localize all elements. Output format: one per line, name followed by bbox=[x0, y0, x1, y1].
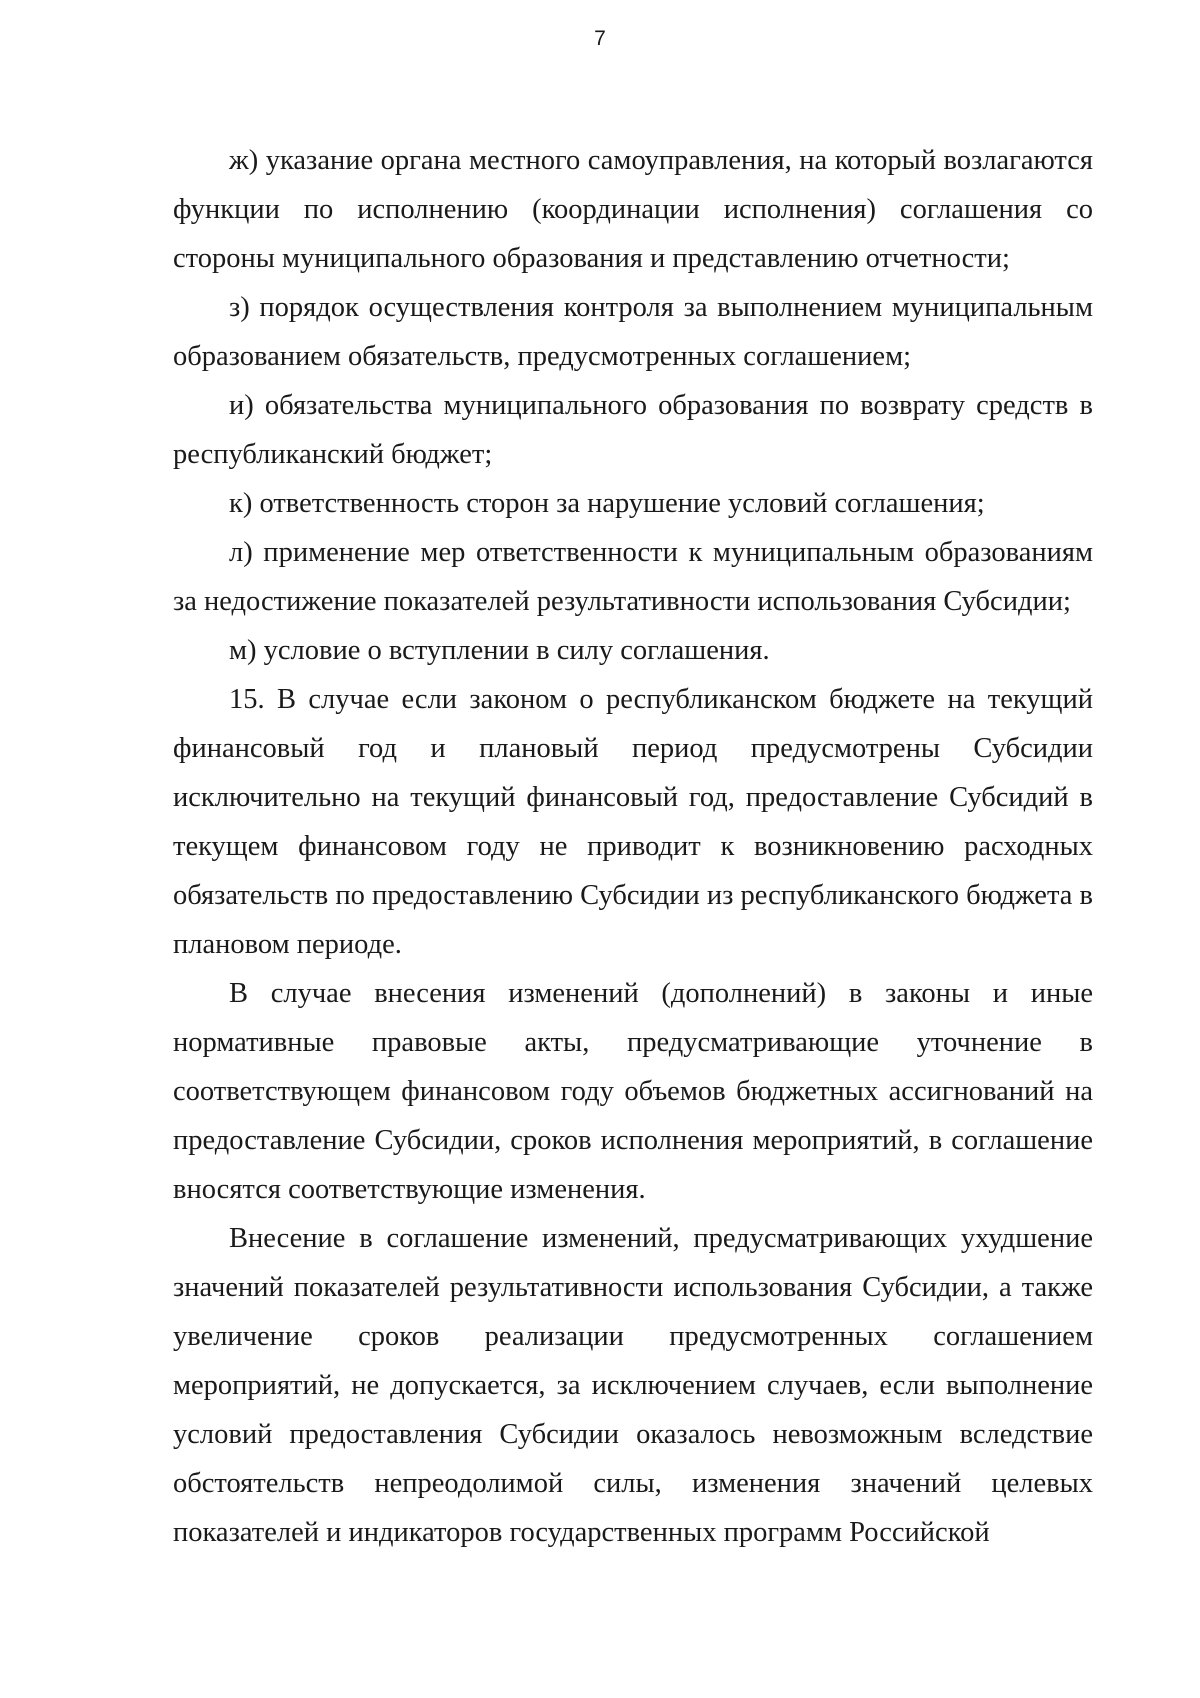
paragraph-m: м) условие о вступлении в силу соглашения. bbox=[229, 635, 770, 666]
paragraph-amendments: В случае внесения изменений (дополнений) в законы и иные нормативные правовые акты, предусматривающие уточнение в соответствующем финансовом году объемов бюджетных ассигнований на предоставление Субсидии, сроков исполнения мероприятий, в соглашение вносятся соответствующие изменения. bbox=[173, 978, 1093, 1205]
page-number: 7 bbox=[594, 27, 606, 50]
paragraph-i: и) обязательства муниципального образования по возврату средств в республиканский бюджет; bbox=[173, 390, 1093, 470]
paragraph-restrictions: Внесение в соглашение изменений, предусматривающих ухудшение значений показателей результативности использования Субсидии, а также увеличение сроков реализации предусмотренных соглашением мероприятий, не допускается, за исключением случаев, если выполнение условий предоставления Субсидии оказалось невозможным вследствие обстоятельств непреодолимой силы, изменения значений целевых показателей и индикаторов государственных программ Российской bbox=[173, 1223, 1093, 1548]
paragraph-z: з) порядок осуществления контроля за выполнением муниципальным образованием обязательств, предусмотренных соглашением; bbox=[173, 292, 1093, 372]
paragraph-zh: ж) указание органа местного самоуправления, на который возлагаются функции по исполнению (координации исполнения) соглашения со стороны муниципального образования и представлению отчетности; bbox=[173, 145, 1093, 274]
paragraph-l: л) применение мер ответственности к муниципальным образованиям за недостижение показателей результативности использования Субсидии; bbox=[173, 537, 1093, 617]
paragraph-k: к) ответственность сторон за нарушение условий соглашения; bbox=[229, 488, 985, 519]
document-body bbox=[173, 136, 1093, 1557]
paragraph-15: 15. В случае если законом о республиканском бюджете на текущий финансовый год и плановый период предусмотрены Субсидии исключительно на текущий финансовый год, предоставление Субсидий в текущем финансовом году не приводит к возникновению расходных обязательств по предоставлению Субсидии из республиканского бюджета в плановом периоде. bbox=[173, 684, 1093, 960]
